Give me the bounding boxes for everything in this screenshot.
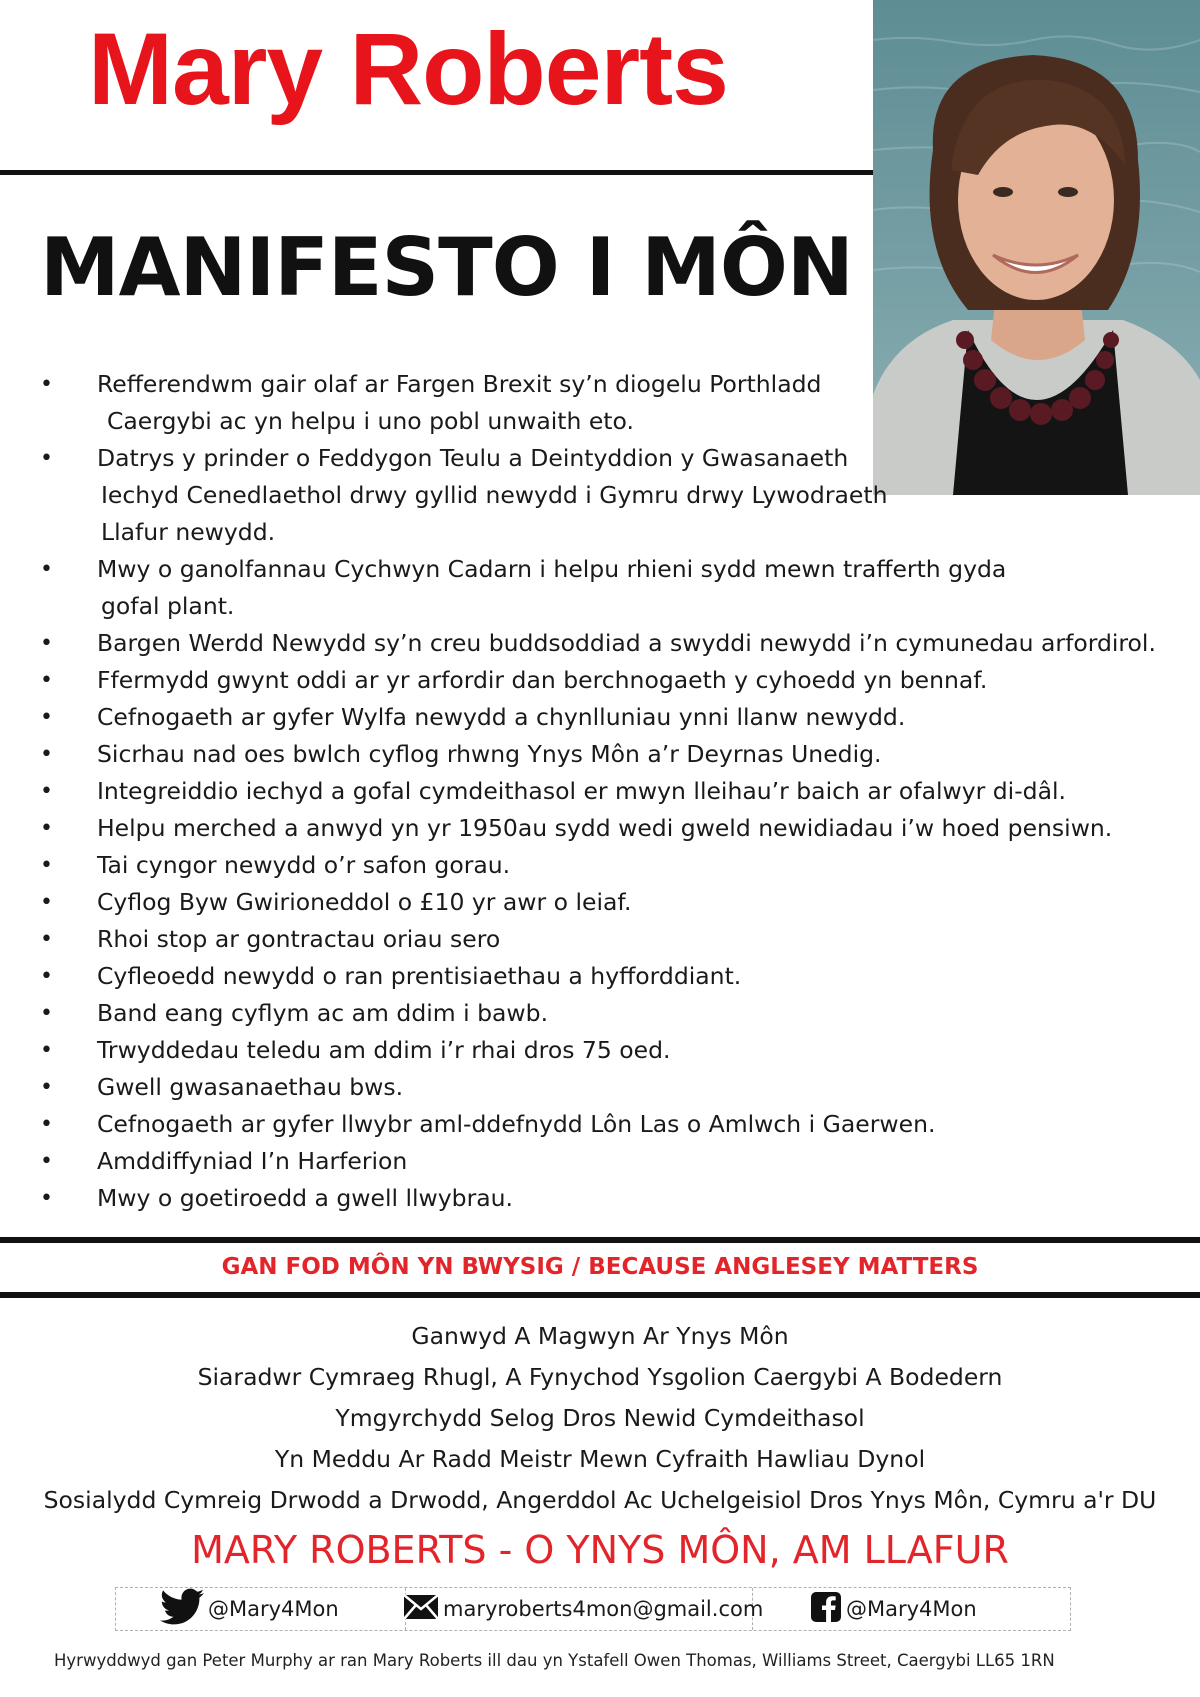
bio-line: Ganwyd A Magwyn Ar Ynys Môn: [411, 1322, 789, 1350]
twitter-contact[interactable]: @Mary4Mon: [160, 1588, 339, 1630]
list-item: • Datrys y prinder o Feddygon Teulu a Deintyddion y Gwasanaeth Iechyd Cenedlaethol drwy gyllid newydd i Gymru drwy Lywodraeth Llafur newydd.: [40, 440, 1180, 551]
bio-line: Siaradwr Cymraeg Rhugl, A Fynychod Ysgolion Caergybi A Bodedern: [197, 1363, 1003, 1391]
manifesto-title: MANIFESTO I MÔN: [40, 221, 853, 314]
call-to-action: MARY ROBERTS - O YNYS MÔN, AM LLAFUR: [191, 1528, 1009, 1572]
list-item: • Cefnogaeth ar gyfer llwybr aml-ddefnydd Lôn Las o Amlwch i Gaerwen.: [40, 1106, 1180, 1143]
imprint: Hyrwyddwyd gan Peter Murphy ar ran Mary Roberts ill dau yn Ystafell Owen Thomas, Williams Street, Caergybi LL65 1RN: [54, 1651, 1055, 1670]
list-item: • Integreiddio iechyd a gofal cymdeithasol er mwyn lleihau’r baich ar ofalwyr di-dâl.: [40, 773, 1180, 810]
slogan-rule-bottom: [0, 1292, 1200, 1298]
list-item: • Rhoi stop ar gontractau oriau sero: [40, 921, 1180, 958]
list-item: • Refferendwm gair olaf ar Fargen Brexit sy’n diogelu Porthladd Caergybi ac yn helpu i uno pobl unwaith eto.: [40, 366, 1180, 440]
facebook-icon: [810, 1591, 846, 1628]
slogan-rule-top: [0, 1237, 1200, 1243]
manifesto-list: [40, 366, 1180, 1217]
candidate-name: Mary Roberts: [88, 12, 728, 126]
list-item: • Amddiffyniad I’n Harferion: [40, 1143, 1180, 1180]
header-divider: [0, 170, 873, 175]
list-item: • Cyfleoedd newydd o ran prentisiaethau a hyfforddiant.: [40, 958, 1180, 995]
slogan: GAN FOD MÔN YN BWYSIG / BECAUSE ANGLESEY MATTERS: [221, 1254, 979, 1280]
list-item: • Cefnogaeth ar gyfer Wylfa newydd a chynlluniau ynni llanw newydd.: [40, 699, 1180, 736]
facebook-contact[interactable]: @Mary4Mon: [810, 1588, 977, 1630]
twitter-icon: [160, 1588, 208, 1631]
list-item: • Ffermydd gwynt oddi ar yr arfordir dan berchnogaeth y cyhoedd yn bennaf.: [40, 662, 1180, 699]
list-item: • Trwyddedau teledu am ddim i’r rhai dros 75 oed.: [40, 1032, 1180, 1069]
list-item: • Bargen Werdd Newydd sy’n creu buddsoddiad a swyddi newydd i’n cymunedau arfordirol.: [40, 625, 1180, 662]
mail-icon: [403, 1594, 443, 1625]
contact-bar: [115, 1587, 1071, 1631]
list-item: • Cyflog Byw Gwirioneddol o £10 yr awr o leiaf.: [40, 884, 1180, 921]
bio-line: Ymgyrchydd Selog Dros Newid Cymdeithasol: [335, 1404, 865, 1432]
list-item: • Mwy o ganolfannau Cychwyn Cadarn i helpu rhieni sydd mewn trafferth gyda gofal plant.: [40, 551, 1180, 625]
list-item: • Mwy o goetiroedd a gwell llwybrau.: [40, 1180, 1180, 1217]
bio-line: Sosialydd Cymreig Drwodd a Drwodd, Angerddol Ac Uchelgeisiol Dros Ynys Môn, Cymru a'r DU: [43, 1486, 1157, 1514]
list-item: • Band eang cyflym ac am ddim i bawb.: [40, 995, 1180, 1032]
list-item: • Helpu merched a anwyd yn yr 1950au sydd wedi gweld newidiadau i’w hoed pensiwn.: [40, 810, 1180, 847]
list-item: • Sicrhau nad oes bwlch cyflog rhwng Ynys Môn a’r Deyrnas Unedig.: [40, 736, 1180, 773]
bio-section: [0, 1316, 1200, 1521]
list-item: • Gwell gwasanaethau bws.: [40, 1069, 1180, 1106]
email-contact[interactable]: maryroberts4mon@gmail.com: [403, 1588, 763, 1630]
list-item: • Tai cyngor newydd o’r safon gorau.: [40, 847, 1180, 884]
bio-line: Yn Meddu Ar Radd Meistr Mewn Cyfraith Hawliau Dynol: [274, 1445, 926, 1473]
